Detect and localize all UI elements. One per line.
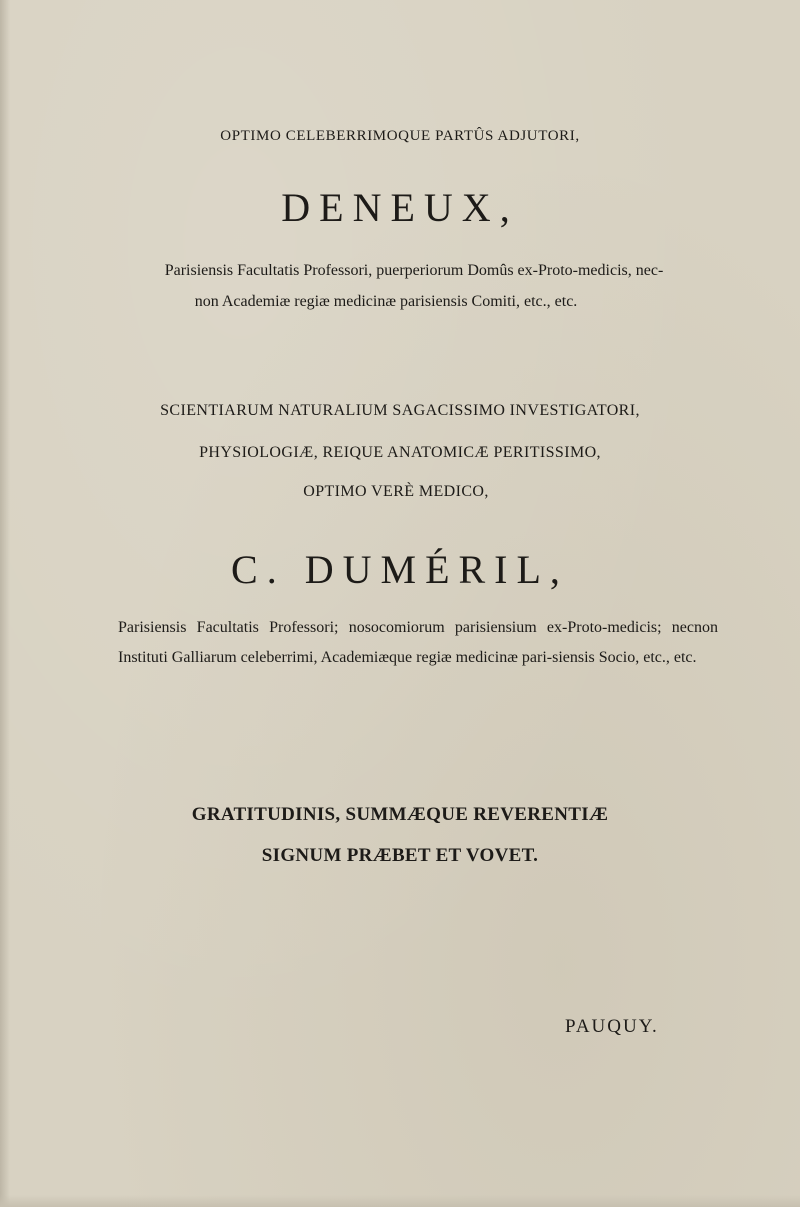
page-bottom-shadow — [0, 1195, 800, 1207]
dedication1-description-line1: Parisiensis Facultatis Professori, puerperiorum Domûs ex-Proto-medicis, nec- — [164, 262, 664, 279]
closing-line1: GRATITUDINIS, SUMMÆQUE REVERENTIÆ — [191, 804, 609, 825]
dedication1-name: DENEUX, — [281, 185, 519, 230]
page-edge-shadow — [0, 0, 10, 1207]
dedication2-heading-line1: SCIENTIARUM NATURALIUM SAGACISSIMO INVESTIGATORI, — [160, 402, 640, 419]
dedication2-name: C. DUMÉRIL, — [231, 547, 569, 592]
dedication2-heading-line3: OPTIMO VERÈ MEDICO, — [303, 483, 489, 500]
dedication1-heading: OPTIMO CELEBERRIMOQUE PARTÛS ADJUTORI, — [220, 128, 580, 144]
signature: PAUQUY. — [565, 1016, 659, 1037]
dedication2-description: Parisiensis Facultatis Professori; nosocomiorum parisiensium ex-Proto-medicis; necnon Instituti Galliarum celeberrimi, Academiæque regiæ medicinæ pari-siensis Socio, etc., etc. — [118, 619, 718, 666]
dedication1-description-line2: non Academiæ regiæ medicinæ parisiensis Comiti, etc., etc. — [194, 293, 578, 310]
closing-line2: SIGNUM PRÆBET ET VOVET. — [261, 845, 539, 866]
dedication2-heading-line2: PHYSIOLOGIÆ, REIQUE ANATOMICÆ PERITISSIMO, — [199, 444, 601, 461]
